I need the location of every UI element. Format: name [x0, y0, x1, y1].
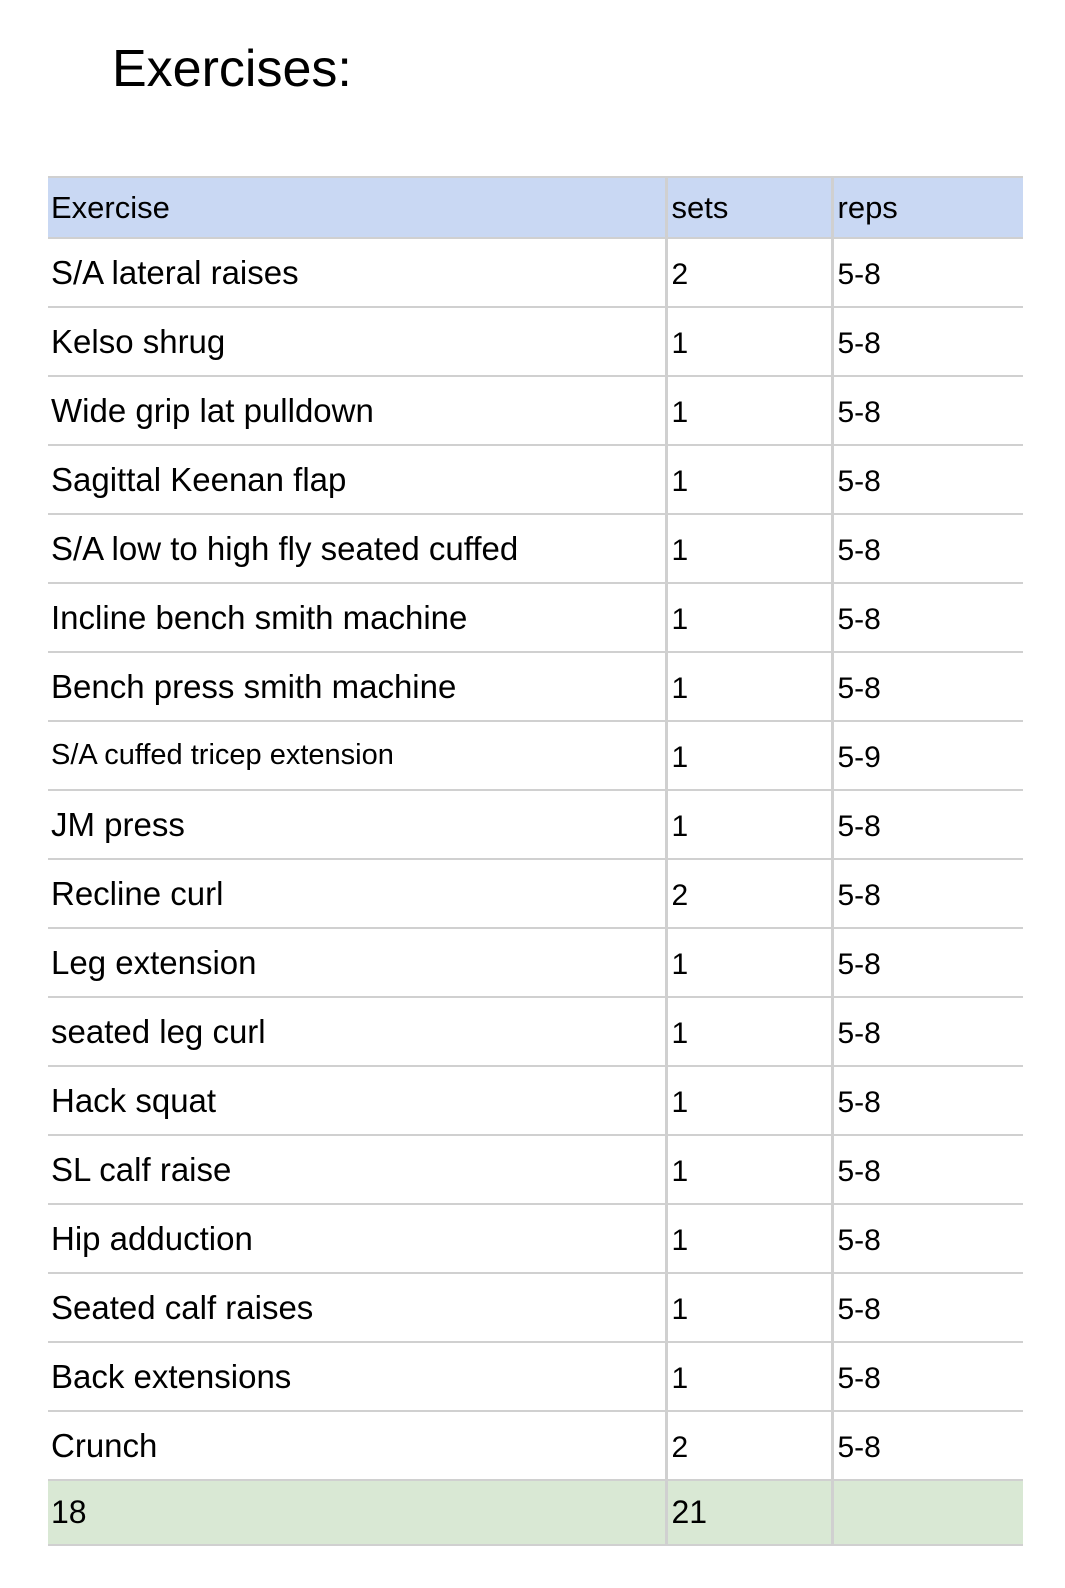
table-row — [48, 445, 1023, 514]
sets-cell[interactable]: 2 — [666, 859, 832, 928]
reps-cell[interactable]: 5-8 — [832, 514, 1023, 583]
sets-cell[interactable]: 1 — [666, 1066, 832, 1135]
exercise-cell[interactable]: Bench press smith machine — [48, 652, 666, 721]
header-reps[interactable]: reps — [832, 177, 1023, 238]
sets-cell[interactable]: 1 — [666, 1135, 832, 1204]
table-row — [48, 859, 1023, 928]
exercise-cell[interactable]: Incline bench smith machine — [48, 583, 666, 652]
exercise-cell[interactable]: S/A lateral raises — [48, 238, 666, 307]
exercise-cell[interactable]: Sagittal Keenan flap — [48, 445, 666, 514]
sets-cell[interactable]: 1 — [666, 376, 832, 445]
exercise-cell[interactable]: Crunch — [48, 1411, 666, 1480]
total-exercises-cell[interactable]: 18 — [48, 1480, 666, 1545]
reps-cell[interactable]: 5-8 — [832, 652, 1023, 721]
sets-cell[interactable]: 1 — [666, 1204, 832, 1273]
reps-cell[interactable]: 5-8 — [832, 238, 1023, 307]
reps-cell[interactable]: 5-8 — [832, 1411, 1023, 1480]
exercise-cell[interactable]: S/A cuffed tricep extension — [48, 721, 666, 790]
reps-cell[interactable]: 5-8 — [832, 1342, 1023, 1411]
exercise-cell[interactable]: Hack squat — [48, 1066, 666, 1135]
reps-cell[interactable]: 5-8 — [832, 583, 1023, 652]
totals-row — [48, 1480, 1023, 1545]
sets-cell[interactable]: 1 — [666, 928, 832, 997]
exercise-cell[interactable]: seated leg curl — [48, 997, 666, 1066]
exercise-table — [48, 176, 1023, 1546]
reps-cell[interactable]: 5-8 — [832, 1273, 1023, 1342]
exercise-cell[interactable]: Back extensions — [48, 1342, 666, 1411]
header-exercise[interactable]: Exercise — [48, 177, 666, 238]
reps-cell[interactable]: 5-8 — [832, 997, 1023, 1066]
sets-cell[interactable]: 2 — [666, 1411, 832, 1480]
table-row — [48, 790, 1023, 859]
table-header-row — [48, 177, 1023, 238]
exercise-cell[interactable]: S/A low to high fly seated cuffed — [48, 514, 666, 583]
total-sets-cell[interactable]: 21 — [666, 1480, 832, 1545]
sets-cell[interactable]: 1 — [666, 514, 832, 583]
exercise-cell[interactable]: Hip adduction — [48, 1204, 666, 1273]
sets-cell[interactable]: 1 — [666, 790, 832, 859]
reps-cell[interactable]: 5-8 — [832, 928, 1023, 997]
reps-cell[interactable]: 5-8 — [832, 445, 1023, 514]
exercise-cell[interactable]: Wide grip lat pulldown — [48, 376, 666, 445]
reps-cell[interactable]: 5-8 — [832, 859, 1023, 928]
table-row — [48, 1411, 1023, 1480]
reps-cell[interactable]: 5-8 — [832, 1204, 1023, 1273]
table-row — [48, 514, 1023, 583]
page-title: Exercises: — [112, 40, 352, 98]
total-reps-cell[interactable] — [832, 1480, 1023, 1545]
table-row — [48, 721, 1023, 790]
exercise-cell[interactable]: Leg extension — [48, 928, 666, 997]
sets-cell[interactable]: 1 — [666, 583, 832, 652]
reps-cell[interactable]: 5-8 — [832, 307, 1023, 376]
table-row — [48, 1066, 1023, 1135]
table-row — [48, 1204, 1023, 1273]
header-sets[interactable]: sets — [666, 177, 832, 238]
exercise-cell[interactable]: Kelso shrug — [48, 307, 666, 376]
reps-cell[interactable]: 5-8 — [832, 1066, 1023, 1135]
reps-cell[interactable]: 5-8 — [832, 790, 1023, 859]
sets-cell[interactable]: 1 — [666, 445, 832, 514]
table-row — [48, 1342, 1023, 1411]
table-row — [48, 307, 1023, 376]
sets-cell[interactable]: 1 — [666, 997, 832, 1066]
exercise-cell[interactable]: Recline curl — [48, 859, 666, 928]
exercise-cell[interactable]: SL calf raise — [48, 1135, 666, 1204]
reps-cell[interactable]: 5-8 — [832, 1135, 1023, 1204]
sets-cell[interactable]: 1 — [666, 1273, 832, 1342]
table-row — [48, 238, 1023, 307]
table-row — [48, 376, 1023, 445]
table-row — [48, 583, 1023, 652]
table-row — [48, 1135, 1023, 1204]
table-row — [48, 652, 1023, 721]
sets-cell[interactable]: 1 — [666, 1342, 832, 1411]
exercise-cell[interactable]: Seated calf raises — [48, 1273, 666, 1342]
reps-cell[interactable]: 5-8 — [832, 376, 1023, 445]
exercise-cell[interactable]: JM press — [48, 790, 666, 859]
table-row — [48, 997, 1023, 1066]
table-row — [48, 928, 1023, 997]
sets-cell[interactable]: 2 — [666, 238, 832, 307]
table-row — [48, 1273, 1023, 1342]
sets-cell[interactable]: 1 — [666, 652, 832, 721]
sets-cell[interactable]: 1 — [666, 307, 832, 376]
sets-cell[interactable]: 1 — [666, 721, 832, 790]
reps-cell[interactable]: 5-9 — [832, 721, 1023, 790]
